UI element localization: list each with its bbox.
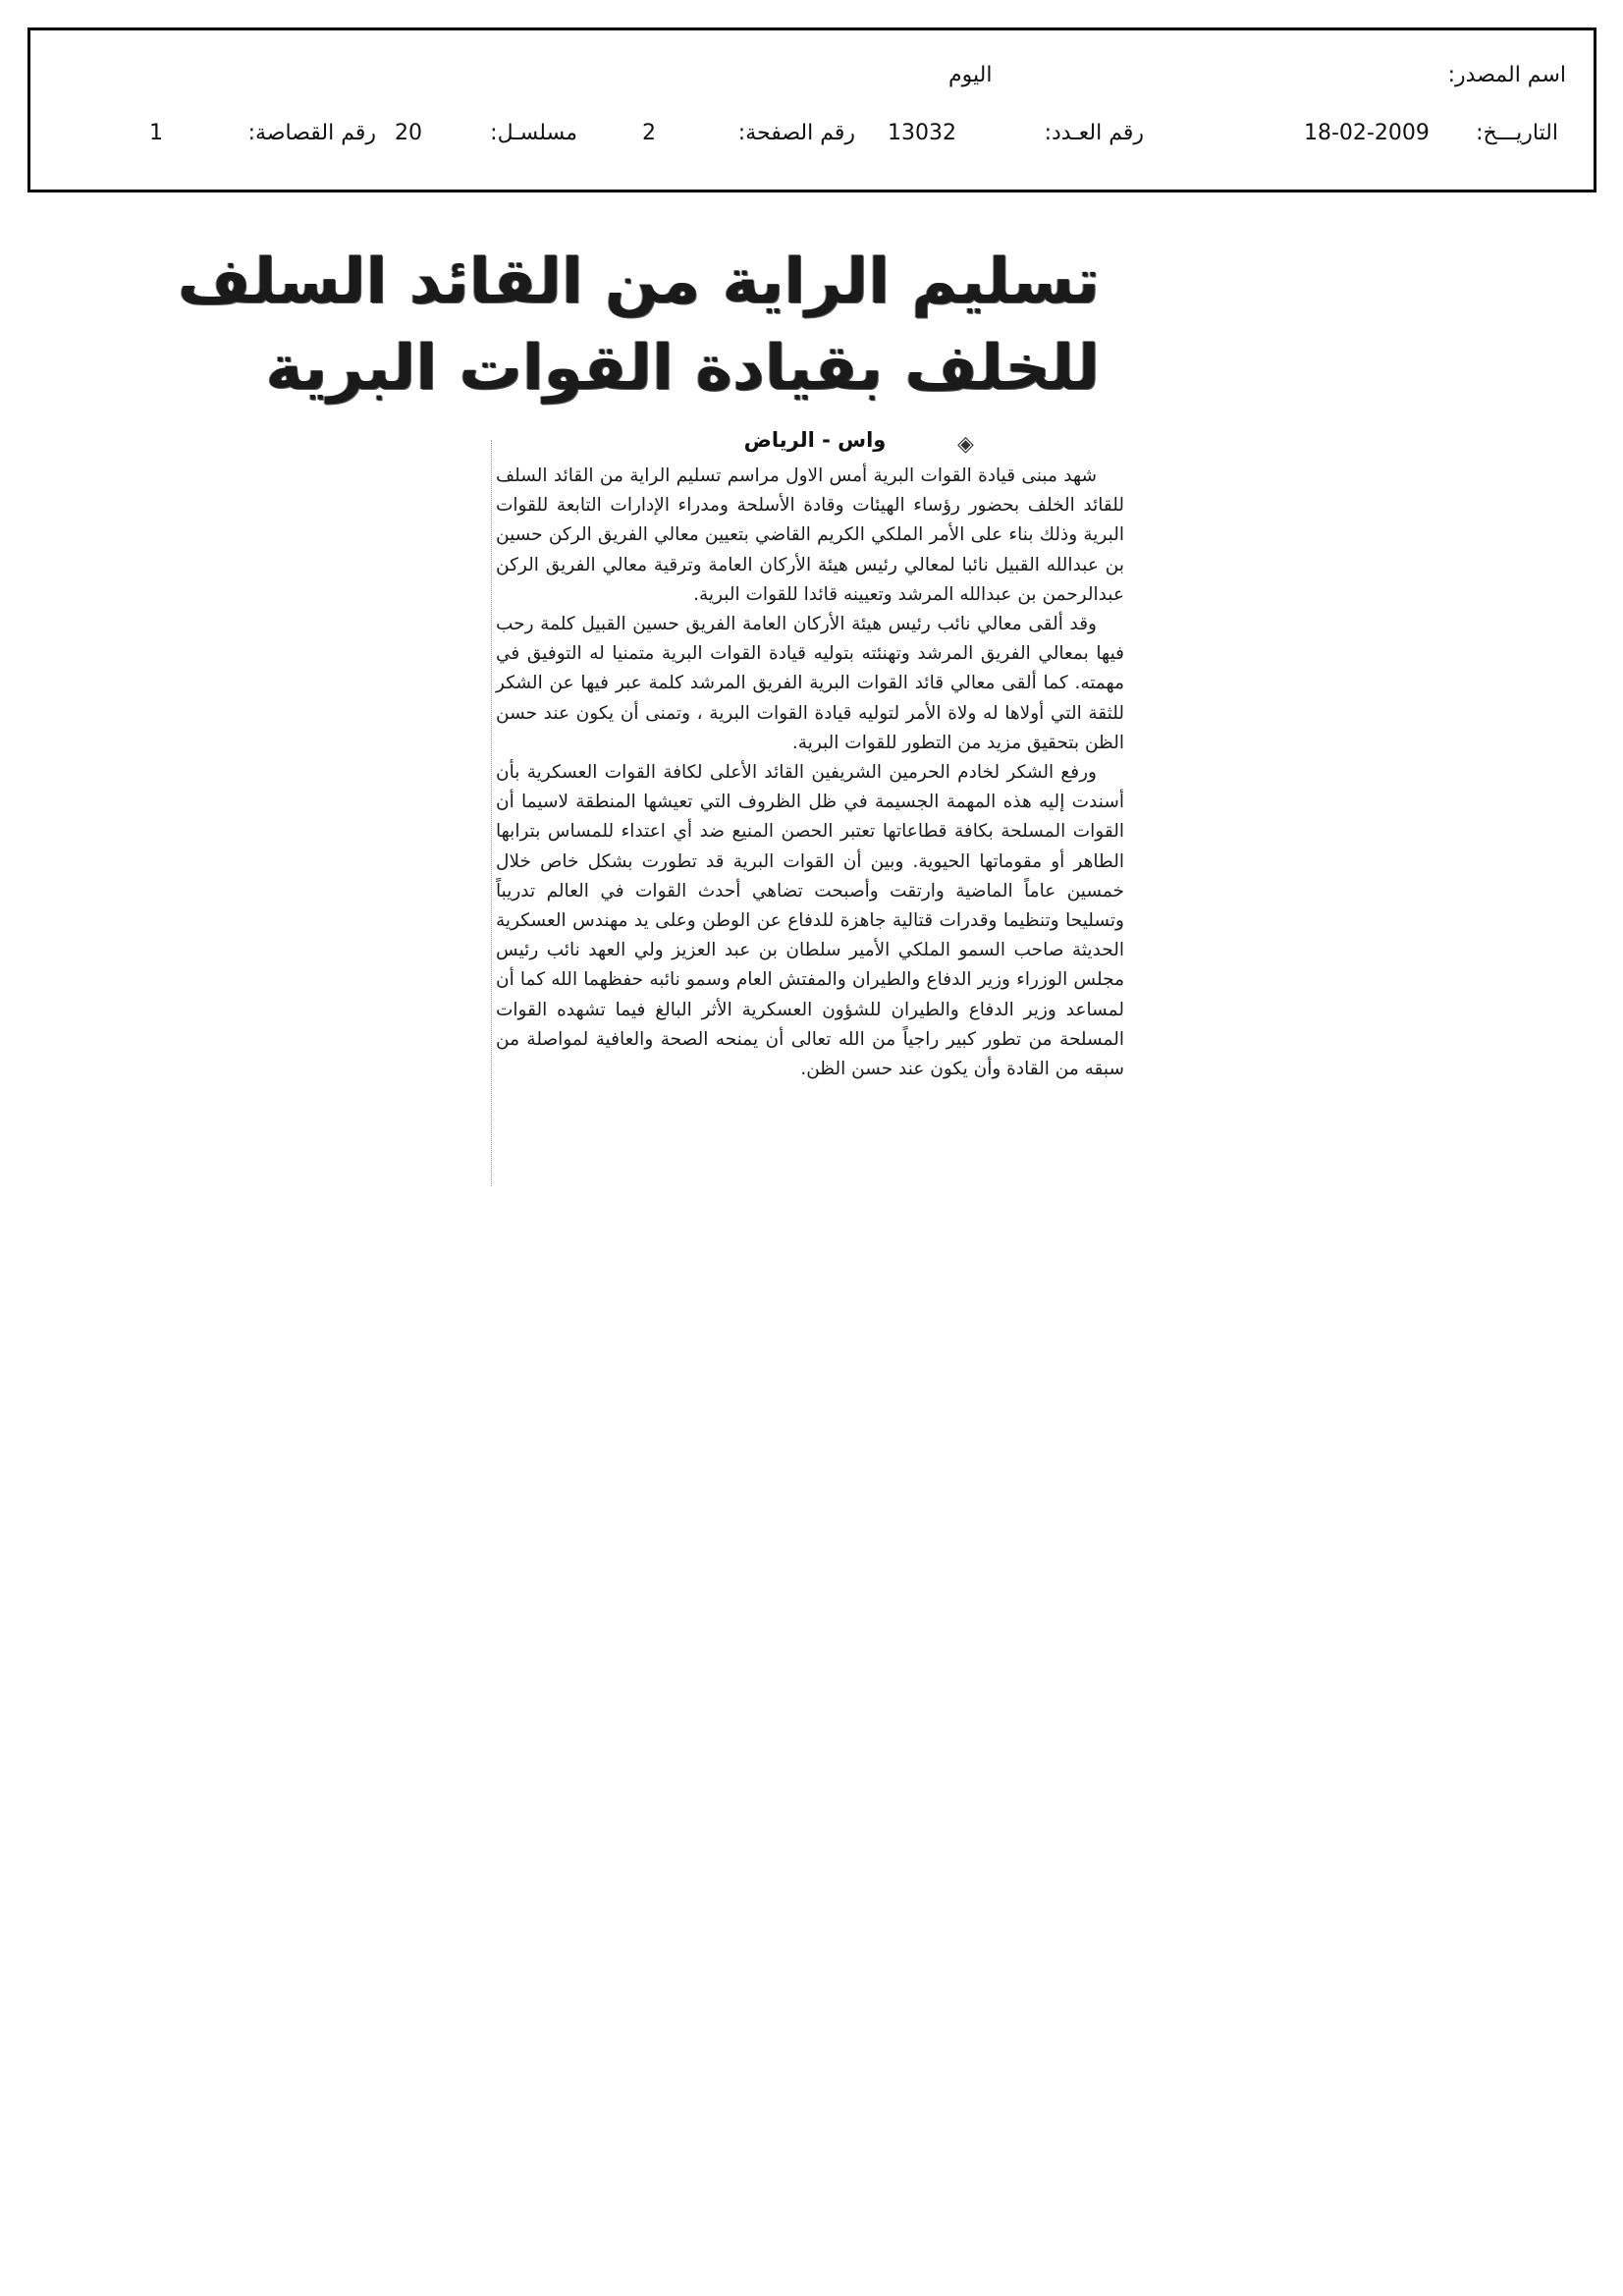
page-value: 2 <box>642 121 656 145</box>
article-paragraph: شهد مبنى قيادة القوات البرية أمس الاول مراسم تسليم الراية من القائد السلف للقائد الخلف بحضور رؤساء الهيئات وقادة الأسلحة ومدراء الإدارات التابعة للقوات البرية وذلك بناء على الأمر الملكي الكريم القاضي بتعيين معالي الفريق الركن حسين بن عبدالله القبيل نائبا لمعالي رئيس هيئة الأركان العامة وترقية معالي الفريق الركن عبدالرحمن بن عبدالله المرشد وتعيينه قائدا للقوات البرية. <box>496 465 1124 605</box>
source-value: اليوم <box>948 63 993 87</box>
agency-mark-icon: ◈ <box>957 432 974 457</box>
serial-label: مسلسـل: <box>490 121 577 145</box>
issue-value: 13032 <box>888 121 956 145</box>
column-divider <box>491 440 492 1186</box>
issue-label: رقم العـدد: <box>1044 121 1144 145</box>
serial-value: 20 <box>395 121 422 145</box>
headline-line-2: للخلف بقيادة القوات البرية <box>265 332 1100 405</box>
article-paragraph: ورفع الشكر لخادم الحرمين الشريفين القائد الأعلى لكافة القوات العسكرية بأن أسندت إليه هذه المهمة الجسيمة في ظل الظروف التي تعيشها المنطقة لاسيما أن القوات المسلحة بكافة قطاعاتها تعتبر الحصن المنيع ضد أي اعتداء للمساس بترابها الطاهر أو مقوماتها الحيوية. وبين أن القوات البرية قد تطورت بشكل خاص خلال خمسين عاماً الماضية وارتقت وأصبحت تضاهي أحدث القوات في العالم تدريباً وتسليحا وتنظيما وقدرات قتالية جاهزة للدفاع عن الوطن وعلى يد مهندس العسكرية الحديثة صاحب السمو الملكي الأمير سلطان بن عبد العزيز ولي العهد نائب رئيس مجلس الوزراء وزير الدفاع والطيران والمفتش العام وسمو نائبه حفظهما الله كما أن لمساعد وزير الدفاع والطيران للشؤون العسكرية الأثر البالغ فيما تشهده القوات المسلحة من تطور كبير راجياً من الله تعالى أن يمنحه الصحة والعافية لمواصلة من سبقه من القادة وأن يكون عند حسن الظن. <box>496 762 1124 1080</box>
page-label: رقم الصفحة: <box>737 121 855 145</box>
clipping-header-box <box>27 27 1596 192</box>
article-body <box>496 462 1124 1084</box>
clipping-value: 1 <box>149 121 163 145</box>
clipping-label: رقم القصاصة: <box>247 121 376 145</box>
date-value: 18-02-2009 <box>1304 121 1430 145</box>
byline: واس - الرياض <box>743 428 887 452</box>
headline-line-1: تسليم الراية من القائد السلف <box>178 246 1100 318</box>
article-paragraph: وقد ألقى معالي نائب رئيس هيئة الأركان العامة الفريق حسين القبيل كلمة رحب فيها بمعالي الفريق المرشد وتهنئته بتوليه قيادة القوات البرية متمنيا له التوفيق في مهمته. كما ألقى معالي قائد القوات البرية الفريق المرشد كلمة عبر فيها عن الشكر للثقة التي أولاها له ولاة الأمر لتوليه قيادة القوات البرية ، وتمنى أن يكون عند حسن الظن بتحقيق مزيد من التطور للقوات البرية. <box>496 614 1124 753</box>
date-label: التاريـــخ: <box>1476 121 1558 145</box>
source-label: اسم المصدر: <box>1447 63 1566 87</box>
